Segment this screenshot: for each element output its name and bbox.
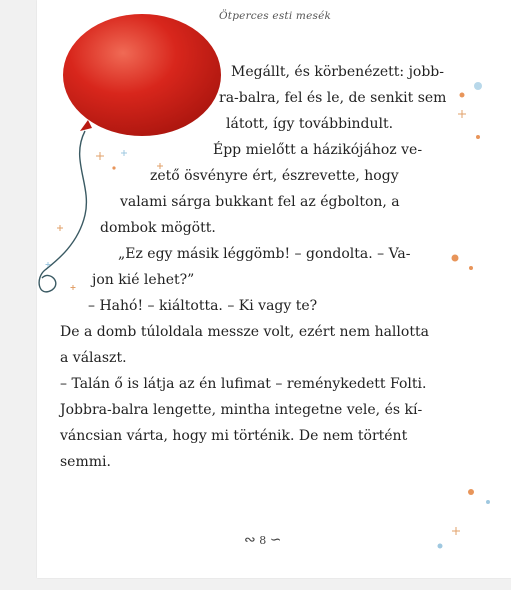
red-balloon-icon <box>63 14 221 136</box>
page-number: 8 <box>259 534 267 547</box>
running-head: Ötperces esti mesék <box>219 10 332 22</box>
text-line: váncsian várta, hogy mi történik. De nem történt <box>60 428 408 444</box>
text-line: – Talán ő is látja az én lufimat – reménykedett Folti. <box>60 376 427 392</box>
text-line: látott, így továbbindult. <box>226 116 394 132</box>
page-number-footer <box>244 532 281 548</box>
text-line: jon kié lehet?” <box>92 272 195 288</box>
text-line: a választ. <box>60 350 127 366</box>
text-line: – Hahó! – kiáltotta. – Ki vagy te? <box>88 298 318 314</box>
text-line: valami sárga bukkant fel az égbolton, a <box>120 194 400 210</box>
text-line: ra-balra, fel és le, de senkit sem <box>219 90 447 106</box>
text-line: Jobbra-balra lengette, mintha integetne vele, és kí- <box>60 402 423 418</box>
balloon-knot <box>80 120 92 131</box>
text-line: semmi. <box>60 454 111 470</box>
swash-left-icon: ∾ <box>244 532 256 548</box>
text-line: Épp mielőtt a házikójához ve- <box>213 142 423 158</box>
text-line: De a domb túloldala messze volt, ezért nem hallotta <box>60 324 429 340</box>
text-line: dombok mögött. <box>100 220 216 236</box>
balloon-string <box>39 131 86 292</box>
text-line: zető ösvényre ért, észrevette, hogy <box>150 168 399 184</box>
swash-right-icon: ∽ <box>269 532 282 548</box>
text-line: Megállt, és körbenézett: jobb- <box>231 64 444 80</box>
text-line: „Ez egy másik léggömb! – gondolta. – Va- <box>118 246 411 262</box>
